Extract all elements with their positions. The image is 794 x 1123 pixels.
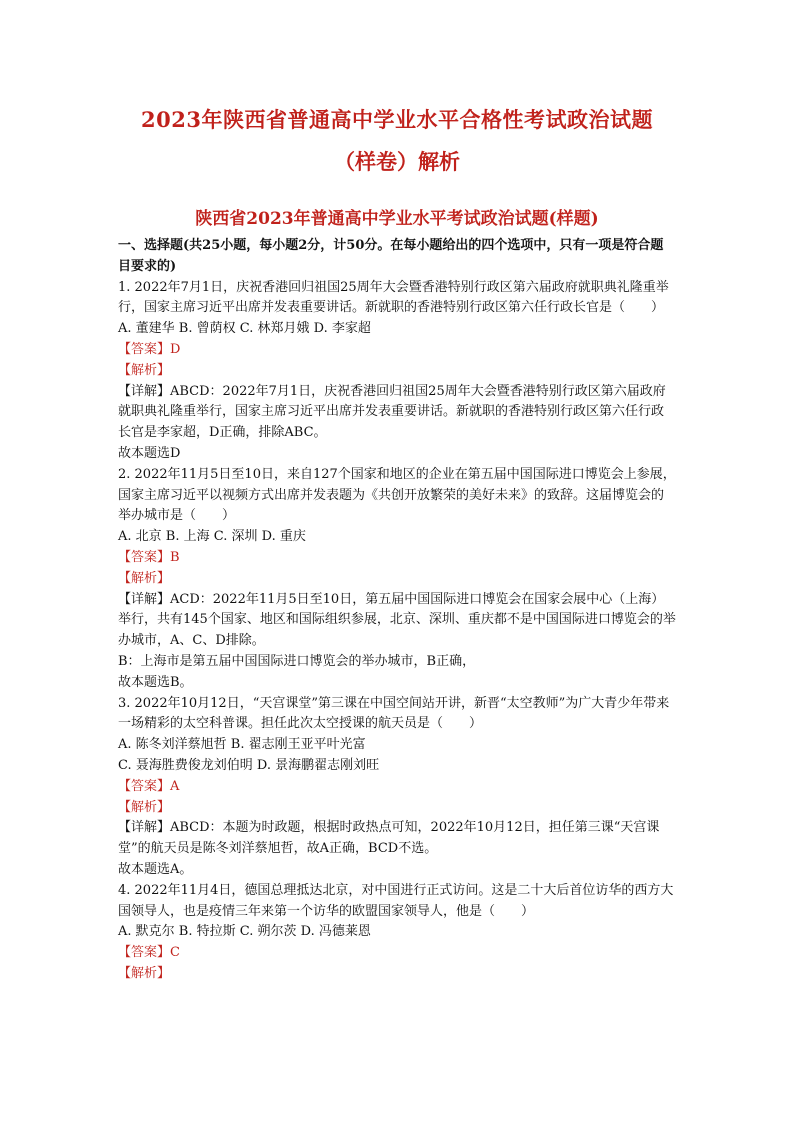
question-3-options-2: C. 聂海胜费俊龙刘伯明 D. 景海鹏翟志刚刘旺	[118, 757, 380, 773]
question-1-conclusion: 故本题选D	[118, 445, 181, 461]
question-2-stem: 2. 2022年11月5日至10日，来自127个国家和地区的企业在第五届中国国际进口博览会上参展，国家主席习近平以视频方式出席并发表题为《共创开放繁荣的美好未来》的致辞。这届博览会的举办城市是（ ）	[118, 466, 676, 524]
question-4-answer: 【答案】C	[118, 945, 180, 961]
question-2-detail: 【详解】ACD：2022年11月5日至10日，第五届中国国际进口博览会在国家会展中心（上海）举行，共有145个国家、地区和国际组织参展，北京、深圳、重庆都不是中国国际进口博览会的举办城市，A、C、D排除。	[118, 591, 676, 649]
question-2-detail-b: B：上海市是第五届中国国际进口博览会的举办城市，B正确，	[118, 653, 476, 669]
question-2-options: A. 北京 B. 上海 C. 深圳 D. 重庆	[118, 529, 306, 545]
paper-title: 陕西省2023年普通高中学业水平考试政治试题(样题)	[195, 209, 599, 229]
question-3-options: A. 陈冬刘洋蔡旭哲 B. 翟志刚王亚平叶光富	[118, 737, 366, 753]
document-body	[118, 236, 676, 985]
document-subtitle: （样卷）解析	[334, 149, 460, 174]
question-2-conclusion: 故本题选B。	[118, 674, 193, 690]
question-3-analysis-label: 【解析】	[118, 799, 171, 815]
question-3-detail: 【详解】ABCD：本题为时政题，根据时政热点可知，2022年10月12日，担任第三课“天宫课堂”的航天员是陈冬刘洋蔡旭哲，故A正确，BCD不选。	[118, 820, 660, 857]
question-4-stem: 4. 2022年11月4日，德国总理抵达北京，对中国进行正式访问。这是二十大后首位访华的西方大国领导人，也是疫情三年来第一个访华的欧盟国家领导人，他是（ ）	[118, 882, 674, 919]
question-4-analysis-label: 【解析】	[118, 965, 171, 981]
question-2-answer: 【答案】B	[118, 549, 180, 565]
question-2-analysis-label: 【解析】	[118, 570, 171, 586]
question-3-stem: 3. 2022年10月12日，“天宫课堂”第三课在中国空间站开讲，新晋“太空教师”为广大青少年带来一场精彩的太空科普课。担任此次太空授课的航天员是（ ）	[118, 695, 670, 732]
document-title: 2023年陕西省普通高中学业水平合格性考试政治试题	[141, 107, 653, 132]
question-1-answer: 【答案】D	[118, 341, 181, 357]
question-1-detail: 【详解】ABCD：2022年7月1日，庆祝香港回归祖国25周年大会暨香港特别行政区第六届政府就职典礼隆重举行，国家主席习近平出席并发表重要讲话。新就职的香港特别行政区第六任行政长官是李家超，D正确，排除ABC。	[118, 383, 666, 441]
question-1-options: A. 董建华 B. 曾荫权 C. 林郑月娥 D. 李家超	[118, 321, 371, 337]
section-heading: 一、选择题(共25小题，每小题2分，计50分。在每小题给出的四个选项中，只有一项是符合题目要求的)	[118, 238, 664, 274]
question-4-options: A. 默克尔 B. 特拉斯 C. 朔尔茨 D. 冯德莱恩	[118, 924, 371, 940]
question-3-conclusion: 故本题选A。	[118, 861, 193, 877]
question-3-answer: 【答案】A	[118, 778, 180, 794]
question-1-stem: 1. 2022年7月1日，庆祝香港回归祖国25周年大会暨香港特别行政区第六届政府就职典礼隆重举行，国家主席习近平出席并发表重要讲话。新就职的香港特别行政区第六任行政长官是（ ）	[118, 279, 669, 316]
question-1-analysis-label: 【解析】	[118, 362, 171, 378]
